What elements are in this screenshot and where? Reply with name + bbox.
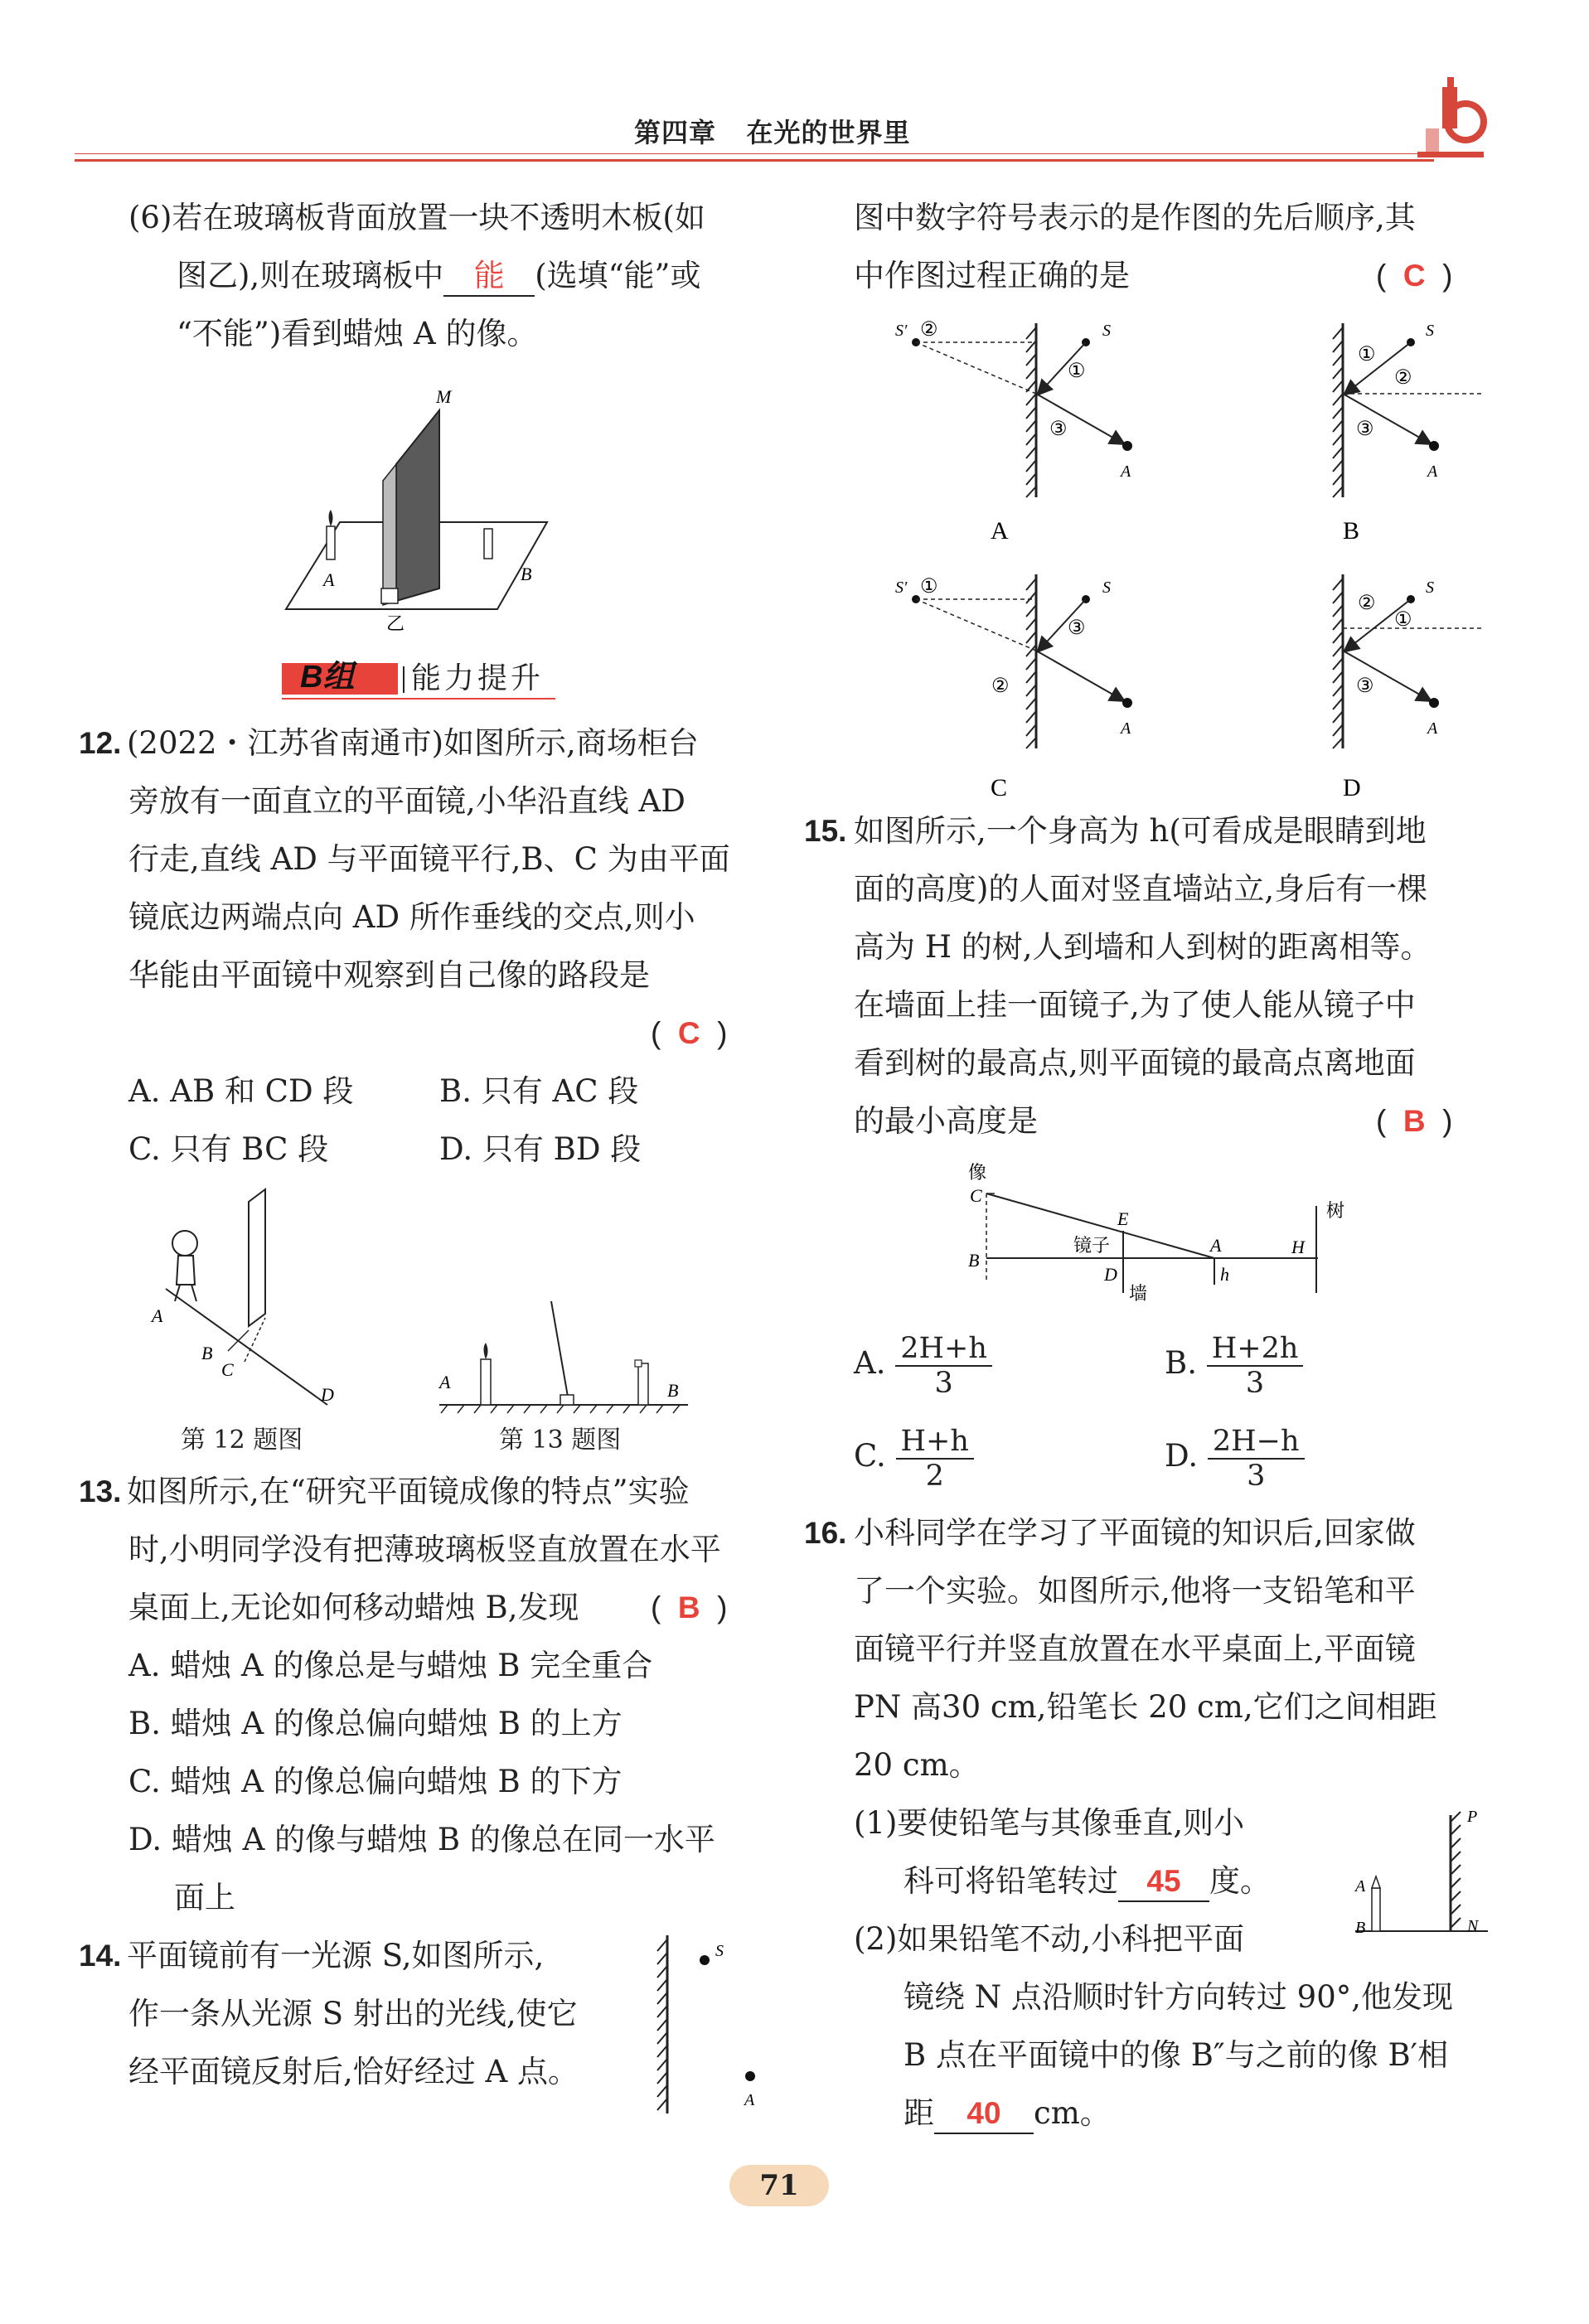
q12-option-b: B. 只有 AC 段	[439, 1073, 639, 1109]
figure-q15	[962, 1160, 1359, 1318]
q14-line1: 平面镜前有一光源 S,如图所示,	[127, 1938, 545, 1973]
q15-option-d-fraction	[1208, 1425, 1305, 1493]
q15-option-d-label: D.	[1165, 1438, 1199, 1474]
q12-line4: 镜底边两端点向 AD 所作垂线的交点,则小	[128, 899, 695, 935]
q15-option-a-den: 3	[934, 1366, 953, 1400]
q16-sub2-answer: 40	[966, 2096, 1001, 2130]
qd-label-s: S	[1426, 579, 1434, 597]
fig12-label-C: C	[221, 1359, 234, 1380]
q15-line5: 看到树的最高点,则平面镜的最高点离地面	[854, 1045, 1416, 1081]
group-b-banner	[282, 655, 555, 703]
qd-label-2: ②	[1358, 593, 1376, 614]
q14-cont-line2: 中作图过程正确的是	[854, 258, 1130, 293]
qa-label-s: S	[1102, 322, 1111, 340]
q12-line3: 行走,直线 AD 与平面镜平行,B、C 为由平面	[128, 841, 730, 877]
q13-option-c: C. 蜡烛 A 的像总偏向蜡烛 B 的下方	[128, 1764, 623, 1799]
qb-label-1: ①	[1358, 344, 1376, 366]
group-b-title: 能力提升	[411, 661, 545, 695]
fig-label-B: B	[521, 564, 532, 584]
qc-label-3: ③	[1068, 617, 1086, 639]
microscope-logo	[1393, 70, 1500, 170]
q13-option-a: A. 蜡烛 A 的像总是与蜡烛 B 完全重合	[128, 1648, 653, 1683]
q13-figure-caption: 第 13 题图	[499, 1426, 622, 1455]
q16-sub1-line1: (1)要使铅笔与其像垂直,则小	[854, 1805, 1245, 1841]
qd-label-1: ①	[1394, 609, 1412, 631]
q15-option-b-label: B.	[1165, 1345, 1197, 1381]
q15-option-c-label: C.	[854, 1438, 886, 1474]
q11-6-line2-pre: 图乙),则在玻璃板中	[177, 258, 444, 293]
q14-number: 14.	[79, 1939, 122, 1973]
q13-answer: B	[677, 1590, 700, 1624]
q16-sub2-line2: 镜绕 N 点沿顺时针方向转过 90°,他发现	[904, 1979, 1454, 2015]
qd-label-apt: A	[1427, 719, 1438, 738]
fig15-label-A: A	[1210, 1235, 1222, 1256]
fig15-label-h: h	[1220, 1264, 1229, 1285]
fig16-label-A: A	[1355, 1877, 1366, 1896]
q16-sub2-blank	[934, 2094, 1034, 2134]
q12-answer: C	[677, 1016, 700, 1050]
q13-line1: 如图所示,在“研究平面镜成像的特点”实验	[127, 1474, 690, 1509]
fig15-label-H: H	[1291, 1237, 1305, 1257]
q14-cont-line1: 图中数字符号表示的是作图的先后顺序,其	[854, 200, 1416, 235]
q13-option-d-cont: 面上	[174, 1880, 235, 1915]
header-title: 在光的世界里	[746, 117, 911, 148]
q14-option-b-diagram	[1333, 322, 1484, 545]
q15-option-a	[854, 1326, 992, 1401]
q14-option-c-diagram	[895, 574, 1132, 801]
fig15-label-xiang: 像	[968, 1162, 987, 1183]
q12-line1: (2022・江苏省南通市)如图所示,商场柜台	[127, 725, 699, 761]
q15-line1: 如图所示,一个身高为 h(可看成是眼睛到地	[854, 813, 1427, 849]
q11-6-line1: (6)若在玻璃板背面放置一块不透明木板(如	[128, 200, 705, 235]
q16-line4: PN 高30 cm,铅笔长 20 cm,它们之间相距	[854, 1689, 1437, 1725]
qa-label-1: ①	[1068, 361, 1086, 382]
q13-number: 13.	[79, 1474, 122, 1508]
q16-sub2-pre: 距	[904, 2095, 934, 2131]
fig15-label-C: C	[970, 1185, 982, 1206]
q12-option-a: A. AB 和 CD 段	[128, 1073, 354, 1109]
fig12-label-D: D	[321, 1384, 334, 1405]
q15-option-a-label: A.	[854, 1345, 886, 1381]
q16-sub2-line1: (2)如果铅笔不动,小科把平面	[854, 1921, 1245, 1957]
q16-sub1-post: 度。	[1209, 1863, 1271, 1899]
fig-caption-yi: 乙	[386, 613, 405, 634]
qc-label-1: ①	[920, 576, 938, 598]
qb-label-2: ②	[1394, 367, 1412, 389]
figure-q16	[1330, 1799, 1496, 1948]
fig16-label-B: B	[1355, 1919, 1366, 1937]
qc-label-s: S	[1102, 579, 1111, 597]
fig12-label-A: A	[152, 1305, 163, 1326]
fig13-label-B: B	[667, 1380, 679, 1401]
q12-line5: 华能由平面镜中观察到自己像的路段是	[128, 957, 650, 993]
header-chapter: 第四章	[634, 117, 717, 148]
group-b-divider	[403, 666, 405, 693]
fig14-label-S: S	[715, 1942, 724, 1960]
q15-option-b-num: H+2h	[1207, 1332, 1304, 1367]
q15-option-c-den: 2	[925, 1459, 944, 1493]
q15-answer: B	[1402, 1104, 1426, 1138]
q14-option-d-label: D	[1343, 774, 1361, 801]
q14-option-d-diagram	[1333, 574, 1484, 801]
q11-6-answer-blank	[443, 257, 535, 297]
q15-option-a-fraction	[895, 1332, 992, 1400]
figure-q12	[145, 1181, 361, 1421]
q16-sub2-post: cm。	[1034, 2095, 1111, 2131]
q15-option-d	[1165, 1419, 1305, 1494]
fig15-label-wall: 墙	[1129, 1283, 1148, 1304]
q15-answer-paren: ( B )	[1376, 1104, 1453, 1138]
q16-number: 16.	[804, 1516, 847, 1550]
fig16-label-P: P	[1467, 1808, 1478, 1826]
q14-line2: 作一条从光源 S 射出的光线,使它	[128, 1996, 578, 2031]
qb-label-3: ③	[1356, 419, 1374, 440]
page-number: 71	[759, 2169, 799, 2202]
fig15-label-tree: 树	[1326, 1200, 1345, 1221]
qd-label-3: ③	[1356, 675, 1374, 697]
fig15-label-mirror: 镜子	[1073, 1235, 1111, 1256]
fig16-label-N: N	[1467, 1917, 1479, 1935]
q14-line3: 经平面镜反射后,恰好经过 A 点。	[128, 2054, 579, 2089]
q15-option-b-fraction	[1207, 1332, 1304, 1400]
q15-option-c-fraction	[896, 1425, 974, 1493]
figure-q13	[431, 1281, 696, 1421]
q12-figure-caption: 第 12 题图	[181, 1426, 303, 1455]
q14-options-diagram	[887, 311, 1484, 808]
q16-sub1-line2	[904, 1852, 1271, 1910]
header-text	[634, 112, 910, 153]
q15-option-c-num: H+h	[896, 1425, 974, 1460]
q15-option-c	[854, 1419, 974, 1494]
qb-label-s: S	[1426, 322, 1434, 340]
q16-sub2-line4	[904, 2084, 1111, 2142]
q11-6-line2	[177, 247, 700, 305]
qb-label-apt: A	[1427, 462, 1438, 481]
fig15-label-D: D	[1104, 1264, 1117, 1285]
qa-label-3: ③	[1049, 419, 1068, 440]
q13-option-d: D. 蜡烛 A 的像与蜡烛 B 的像总在同一水平	[128, 1822, 715, 1857]
group-b-badge: B组	[300, 660, 355, 695]
q15-line3: 高为 H 的树,人到墙和人到树的距离相等。	[854, 929, 1432, 965]
q15-option-b-den: 3	[1245, 1366, 1265, 1400]
fig13-label-A: A	[439, 1372, 451, 1392]
q15-option-a-num: 2H+h	[895, 1332, 992, 1367]
q16-line5: 20 cm。	[854, 1747, 980, 1783]
q16-line1: 小科同学在学习了平面镜的知识后,回家做	[854, 1515, 1416, 1551]
q13-answer-paren: ( B )	[651, 1590, 728, 1624]
q16-line2: 了一个实验。如图所示,他将一支铅笔和平	[854, 1573, 1416, 1609]
figure-q14	[634, 1923, 767, 2122]
q15-line4: 在墙面上挂一面镜子,为了使人能从镜子中	[854, 987, 1416, 1023]
fig15-label-E: E	[1117, 1208, 1129, 1229]
q15-line6: 的最小高度是	[854, 1103, 1038, 1139]
fig12-label-B: B	[201, 1343, 213, 1363]
q12-line2: 旁放有一面直立的平面镜,小华沿直线 AD	[128, 783, 685, 819]
q14-answer: C	[1402, 259, 1426, 293]
qa-label-apt: A	[1121, 462, 1131, 481]
q16-sub1-pre: 科可将铅笔转过	[904, 1863, 1118, 1899]
fig-label-M: M	[436, 386, 452, 407]
q16-line3: 面镜平行并竖直放置在水平桌面上,平面镜	[854, 1631, 1416, 1667]
q14-answer-paren: ( C )	[1376, 259, 1453, 293]
qc-label-apt: A	[1121, 719, 1131, 738]
q15-option-b	[1165, 1326, 1303, 1401]
q12-answer-paren: ( C )	[651, 1016, 728, 1050]
q15-line2: 面的高度)的人面对竖直墙站立,身后有一棵	[854, 871, 1428, 907]
qa-label-sprime: S′	[895, 322, 908, 340]
q14-option-a-diagram	[895, 319, 1132, 545]
q14-option-a-label: A	[991, 517, 1009, 545]
q11-6-line2-post: (选填“能”或	[535, 258, 701, 293]
q16-sub2-line3: B 点在平面镜中的像 B″与之前的像 B′相	[904, 2037, 1449, 2073]
q11-6-answer: 能	[473, 259, 505, 293]
figure-glass-board	[274, 381, 572, 646]
fig14-label-A: A	[744, 2091, 755, 2109]
fig-label-A: A	[323, 569, 335, 590]
q12-number: 12.	[79, 726, 122, 760]
q14-option-c-label: C	[991, 774, 1008, 801]
header-rule	[75, 159, 1434, 162]
qc-label-2: ②	[991, 675, 1010, 697]
q16-sub1-blank	[1118, 1862, 1209, 1902]
q11-6-line3: “不能”)看到蜡烛 A 的像。	[177, 316, 538, 351]
q13-option-b: B. 蜡烛 A 的像总偏向蜡烛 B 的上方	[128, 1706, 623, 1741]
qa-label-2: ②	[920, 319, 938, 341]
group-b-underline	[282, 698, 555, 700]
header-rule-thin	[75, 153, 1434, 154]
q15-number: 15.	[804, 814, 847, 848]
q14-option-b-label: B	[1343, 517, 1360, 545]
q12-option-c: C. 只有 BC 段	[128, 1131, 329, 1167]
q13-line3: 桌面上,无论如何移动蜡烛 B,发现	[128, 1590, 579, 1625]
q15-option-d-num: 2H−h	[1208, 1425, 1305, 1460]
qc-label-sprime: S′	[895, 579, 908, 597]
q13-line2: 时,小明同学没有把薄玻璃板竖直放置在水平	[128, 1532, 721, 1567]
fig15-label-B: B	[968, 1250, 980, 1271]
q16-sub1-answer: 45	[1146, 1864, 1181, 1898]
page-header	[75, 112, 1484, 162]
q12-option-d: D. 只有 BD 段	[439, 1131, 642, 1167]
q15-option-d-den: 3	[1247, 1459, 1266, 1493]
